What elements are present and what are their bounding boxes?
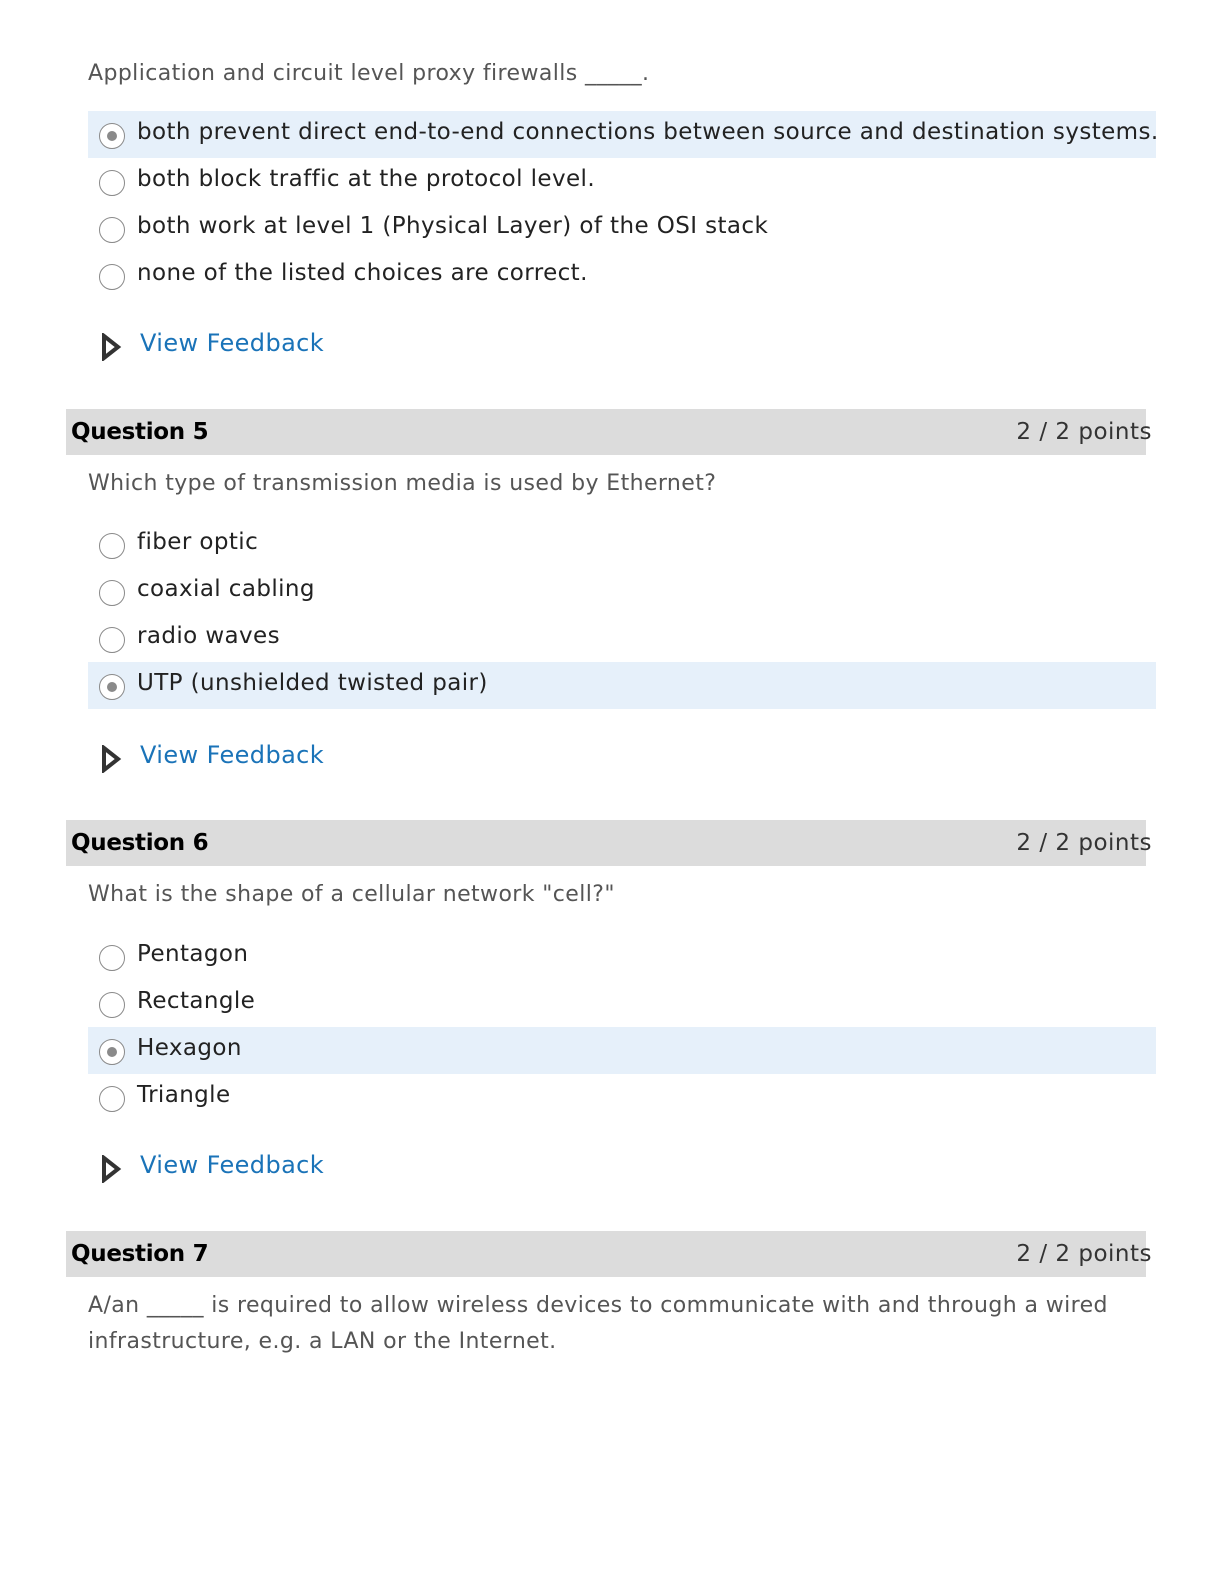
question-5-header bbox=[66, 409, 1152, 455]
option-label: radio waves bbox=[137, 623, 280, 649]
radio-button-selected[interactable] bbox=[99, 674, 125, 700]
radio-button[interactable] bbox=[99, 533, 125, 559]
triangle-right-outline-icon[interactable] bbox=[100, 745, 122, 773]
question-6-option-2[interactable] bbox=[88, 980, 1156, 1027]
option-label: Rectangle bbox=[137, 988, 256, 1014]
triangle-right-outline-icon[interactable] bbox=[100, 1155, 122, 1183]
radio-button[interactable] bbox=[99, 1086, 125, 1112]
question-6-option-3[interactable] bbox=[88, 1027, 1156, 1074]
radio-button-selected[interactable] bbox=[99, 123, 125, 149]
radio-button[interactable] bbox=[99, 627, 125, 653]
question-points: 2 / 2 points bbox=[1016, 1241, 1152, 1267]
radio-button[interactable] bbox=[99, 264, 125, 290]
question-title: Question 6 bbox=[71, 830, 209, 856]
option-label: both block traffic at the protocol level. bbox=[137, 166, 596, 192]
question-6-option-4[interactable] bbox=[88, 1074, 1156, 1121]
question-title: Question 5 bbox=[71, 419, 209, 445]
question-points: 2 / 2 points bbox=[1016, 419, 1152, 445]
view-feedback-link[interactable]: View Feedback bbox=[140, 741, 325, 769]
triangle-right-outline-icon[interactable] bbox=[100, 333, 122, 361]
question-5-option-2[interactable] bbox=[88, 568, 1156, 615]
radio-button[interactable] bbox=[99, 170, 125, 196]
question-4-option-4[interactable] bbox=[88, 252, 1156, 299]
option-label: Hexagon bbox=[137, 1035, 242, 1061]
radio-dot bbox=[107, 1047, 117, 1057]
radio-button[interactable] bbox=[99, 580, 125, 606]
question-7-header bbox=[66, 1231, 1152, 1277]
question-4-option-2[interactable] bbox=[88, 158, 1156, 205]
question-5-text: Which type of transmission media is used by Ethernet? bbox=[88, 471, 717, 496]
question-5-option-3[interactable] bbox=[88, 615, 1156, 662]
radio-button[interactable] bbox=[99, 992, 125, 1018]
option-label: coaxial cabling bbox=[137, 576, 315, 602]
view-feedback-link[interactable]: View Feedback bbox=[140, 1151, 325, 1179]
option-label: both work at level 1 (Physical Layer) of the OSI stack bbox=[137, 213, 769, 239]
radio-button-selected[interactable] bbox=[99, 1039, 125, 1065]
option-label: none of the listed choices are correct. bbox=[137, 260, 588, 286]
radio-dot bbox=[107, 682, 117, 692]
question-6-text: What is the shape of a cellular network "cell?" bbox=[88, 882, 615, 907]
option-label: Triangle bbox=[137, 1082, 231, 1108]
question-title: Question 7 bbox=[71, 1241, 209, 1267]
question-7-text-line-1: A/an _____ is required to allow wireless devices to communicate with and through a wired bbox=[88, 1293, 1108, 1318]
option-label: both prevent direct end-to-end connections between source and destination systems. bbox=[137, 119, 1159, 145]
question-points: 2 / 2 points bbox=[1016, 830, 1152, 856]
option-label: Pentagon bbox=[137, 941, 249, 967]
option-label: UTP (unshielded twisted pair) bbox=[137, 670, 488, 696]
question-7-text-line-2: infrastructure, e.g. a LAN or the Internet. bbox=[88, 1329, 557, 1354]
question-6-option-1[interactable] bbox=[88, 933, 1156, 980]
view-feedback-link[interactable]: View Feedback bbox=[140, 329, 325, 357]
radio-dot bbox=[107, 131, 117, 141]
question-6-header bbox=[66, 820, 1152, 866]
question-5-option-1[interactable] bbox=[88, 521, 1156, 568]
radio-button[interactable] bbox=[99, 217, 125, 243]
question-4-option-3[interactable] bbox=[88, 205, 1156, 252]
question-5-option-4[interactable] bbox=[88, 662, 1156, 709]
question-7-text bbox=[88, 1288, 1158, 1360]
question-4-text: Application and circuit level proxy firewalls _____. bbox=[88, 61, 650, 86]
radio-button[interactable] bbox=[99, 945, 125, 971]
question-4-option-1[interactable] bbox=[88, 111, 1159, 158]
option-label: fiber optic bbox=[137, 529, 259, 555]
